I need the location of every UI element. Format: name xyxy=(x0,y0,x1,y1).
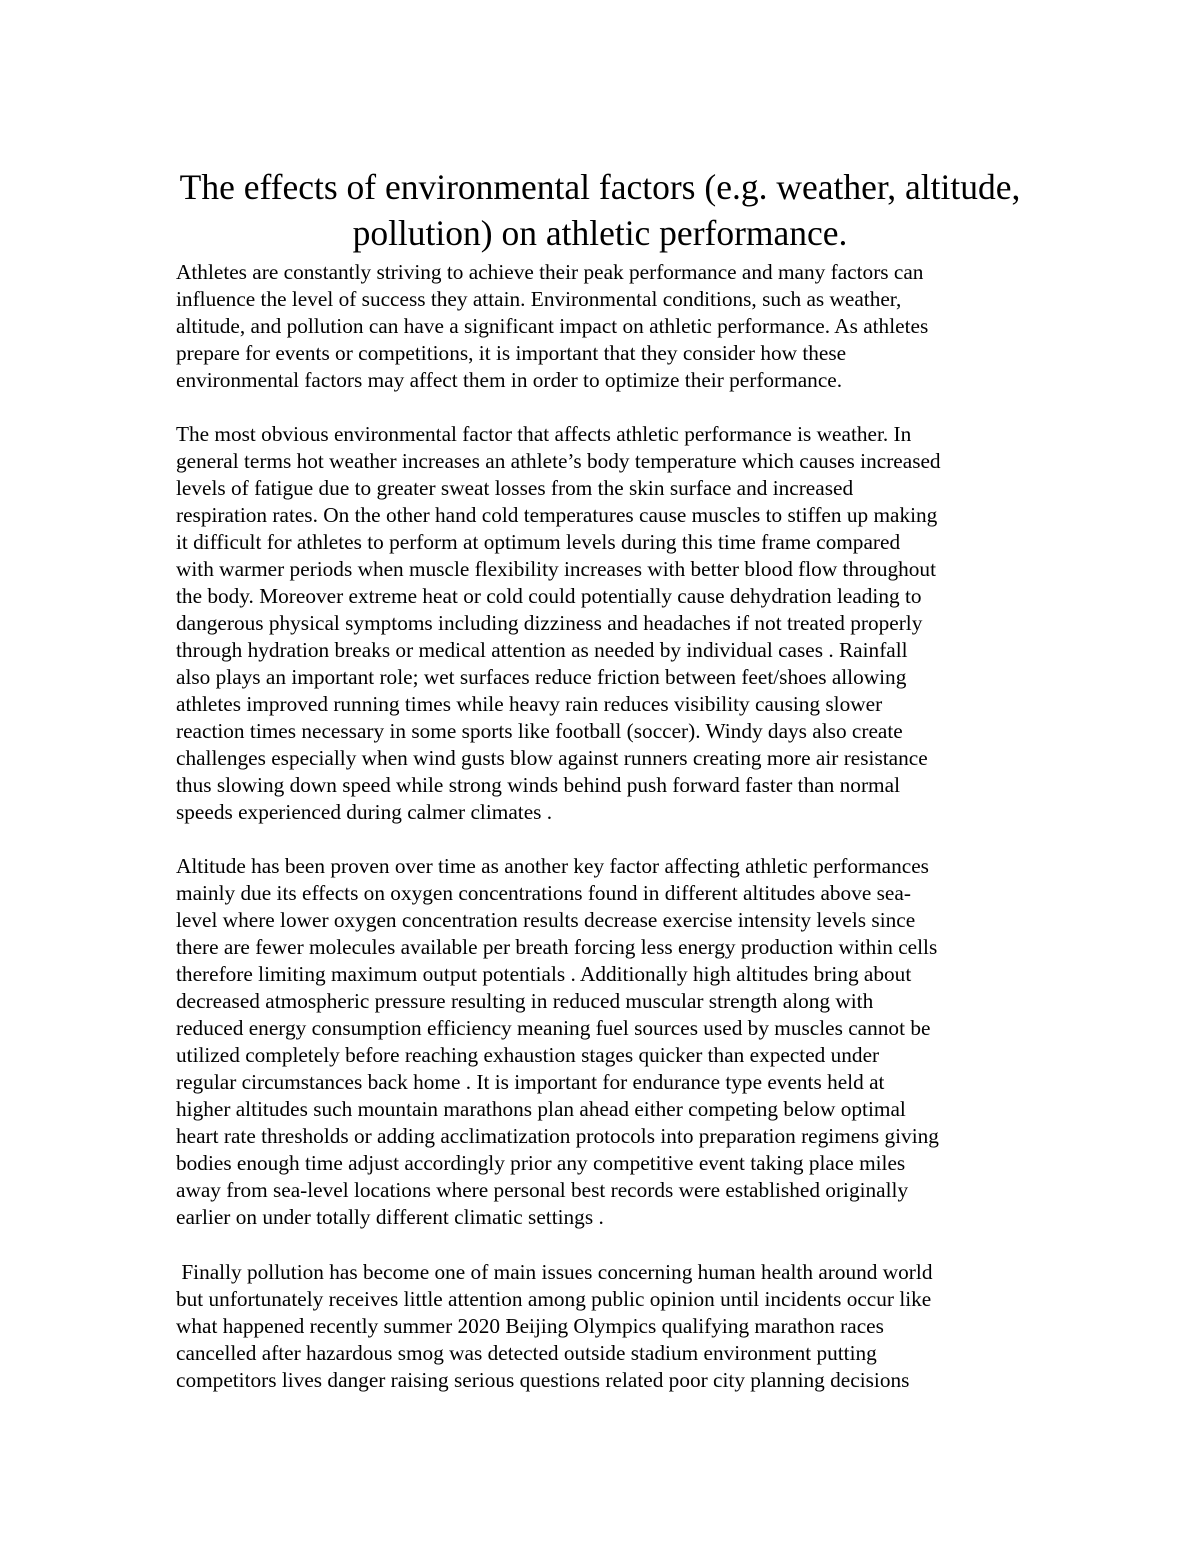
text-line: heart rate thresholds or adding acclimatization protocols into preparation regimens giving xyxy=(176,1124,939,1148)
text-line: speeds experienced during calmer climates . xyxy=(176,800,553,824)
text-line: general terms hot weather increases an athlete’s body temperature which causes increased xyxy=(176,449,941,473)
text-line: prepare for events or competitions, it is important that they consider how these xyxy=(176,341,847,365)
text-line: environmental factors may affect them in order to optimize their performance. xyxy=(176,368,843,392)
paragraph-pollution xyxy=(176,1259,1036,1394)
text-line: utilized completely before reaching exhaustion stages quicker than expected under xyxy=(176,1043,880,1067)
text-line: athletes improved running times while heavy rain reduces visibility causing slower xyxy=(176,692,883,716)
text-line: mainly due its effects on oxygen concentrations found in different altitudes above sea- xyxy=(176,881,911,905)
text-line: respiration rates. On the other hand cold temperatures cause muscles to stiffen up making xyxy=(176,503,938,527)
text-line: higher altitudes such mountain marathons plan ahead either competing below optimal xyxy=(176,1097,906,1121)
text-line: earlier on under totally different climatic settings . xyxy=(176,1205,604,1229)
text-line: decreased atmospheric pressure resulting in reduced muscular strength along with xyxy=(176,989,874,1013)
text-line: Athletes are constantly striving to achieve their peak performance and many factors can xyxy=(176,260,924,284)
text-line: Altitude has been proven over time as another key factor affecting athletic performances xyxy=(176,854,929,878)
title-line: The effects of environmental factors (e.g. weather, altitude, xyxy=(179,167,1021,207)
text-line: levels of fatigue due to greater sweat losses from the skin surface and increased xyxy=(176,476,854,500)
text-line: what happened recently summer 2020 Beijing Olympics qualifying marathon races xyxy=(176,1314,884,1338)
text-line: bodies enough time adjust accordingly prior any competitive event taking place miles xyxy=(176,1151,906,1175)
text-line: the body. Moreover extreme heat or cold could potentially cause dehydration leading to xyxy=(176,584,922,608)
paragraph-altitude xyxy=(176,853,1036,1231)
text-line: therefore limiting maximum output potentials . Additionally high altitudes bring about xyxy=(176,962,912,986)
text-line: Finally pollution has become one of main issues concerning human health around world xyxy=(176,1260,933,1284)
text-line: level where lower oxygen concentration results decrease exercise intensity levels since xyxy=(176,908,916,932)
text-line: through hydration breaks or medical attention as needed by individual cases . Rainfall xyxy=(176,638,908,662)
text-line: it difficult for athletes to perform at optimum levels during this time frame compared xyxy=(176,530,901,554)
text-line: away from sea-level locations where personal best records were established originally xyxy=(176,1178,909,1202)
text-line: regular circumstances back home . It is important for endurance type events held at xyxy=(176,1070,885,1094)
text-line: influence the level of success they attain. Environmental conditions, such as weather, xyxy=(176,287,902,311)
paragraph-weather xyxy=(176,421,1036,826)
text-line: cancelled after hazardous smog was detected outside stadium environment putting xyxy=(176,1341,877,1365)
text-line: challenges especially when wind gusts blow against runners creating more air resistance xyxy=(176,746,928,770)
paragraph-intro xyxy=(176,259,1036,394)
text-line: reaction times necessary in some sports like football (soccer). Windy days also create xyxy=(176,719,903,743)
title-line: pollution) on athletic performance. xyxy=(352,213,848,253)
text-line: The most obvious environmental factor that affects athletic performance is weather. In xyxy=(176,422,912,446)
text-line: there are fewer molecules available per breath forcing less energy production within cells xyxy=(176,935,938,959)
page-title xyxy=(150,164,1050,256)
text-line: but unfortunately receives little attention among public opinion until incidents occur like xyxy=(176,1287,932,1311)
text-line: reduced energy consumption efficiency meaning fuel sources used by muscles cannot be xyxy=(176,1016,931,1040)
text-line: altitude, and pollution can have a significant impact on athletic performance. As athletes xyxy=(176,314,929,338)
text-line: thus slowing down speed while strong winds behind push forward faster than normal xyxy=(176,773,900,797)
text-line: also plays an important role; wet surfaces reduce friction between feet/shoes allowing xyxy=(176,665,907,689)
text-line: competitors lives danger raising serious questions related poor city planning decisions xyxy=(176,1368,910,1392)
text-line: with warmer periods when muscle flexibility increases with better blood flow throughout xyxy=(176,557,937,581)
text-line: dangerous physical symptoms including dizziness and headaches if not treated properly xyxy=(176,611,923,635)
